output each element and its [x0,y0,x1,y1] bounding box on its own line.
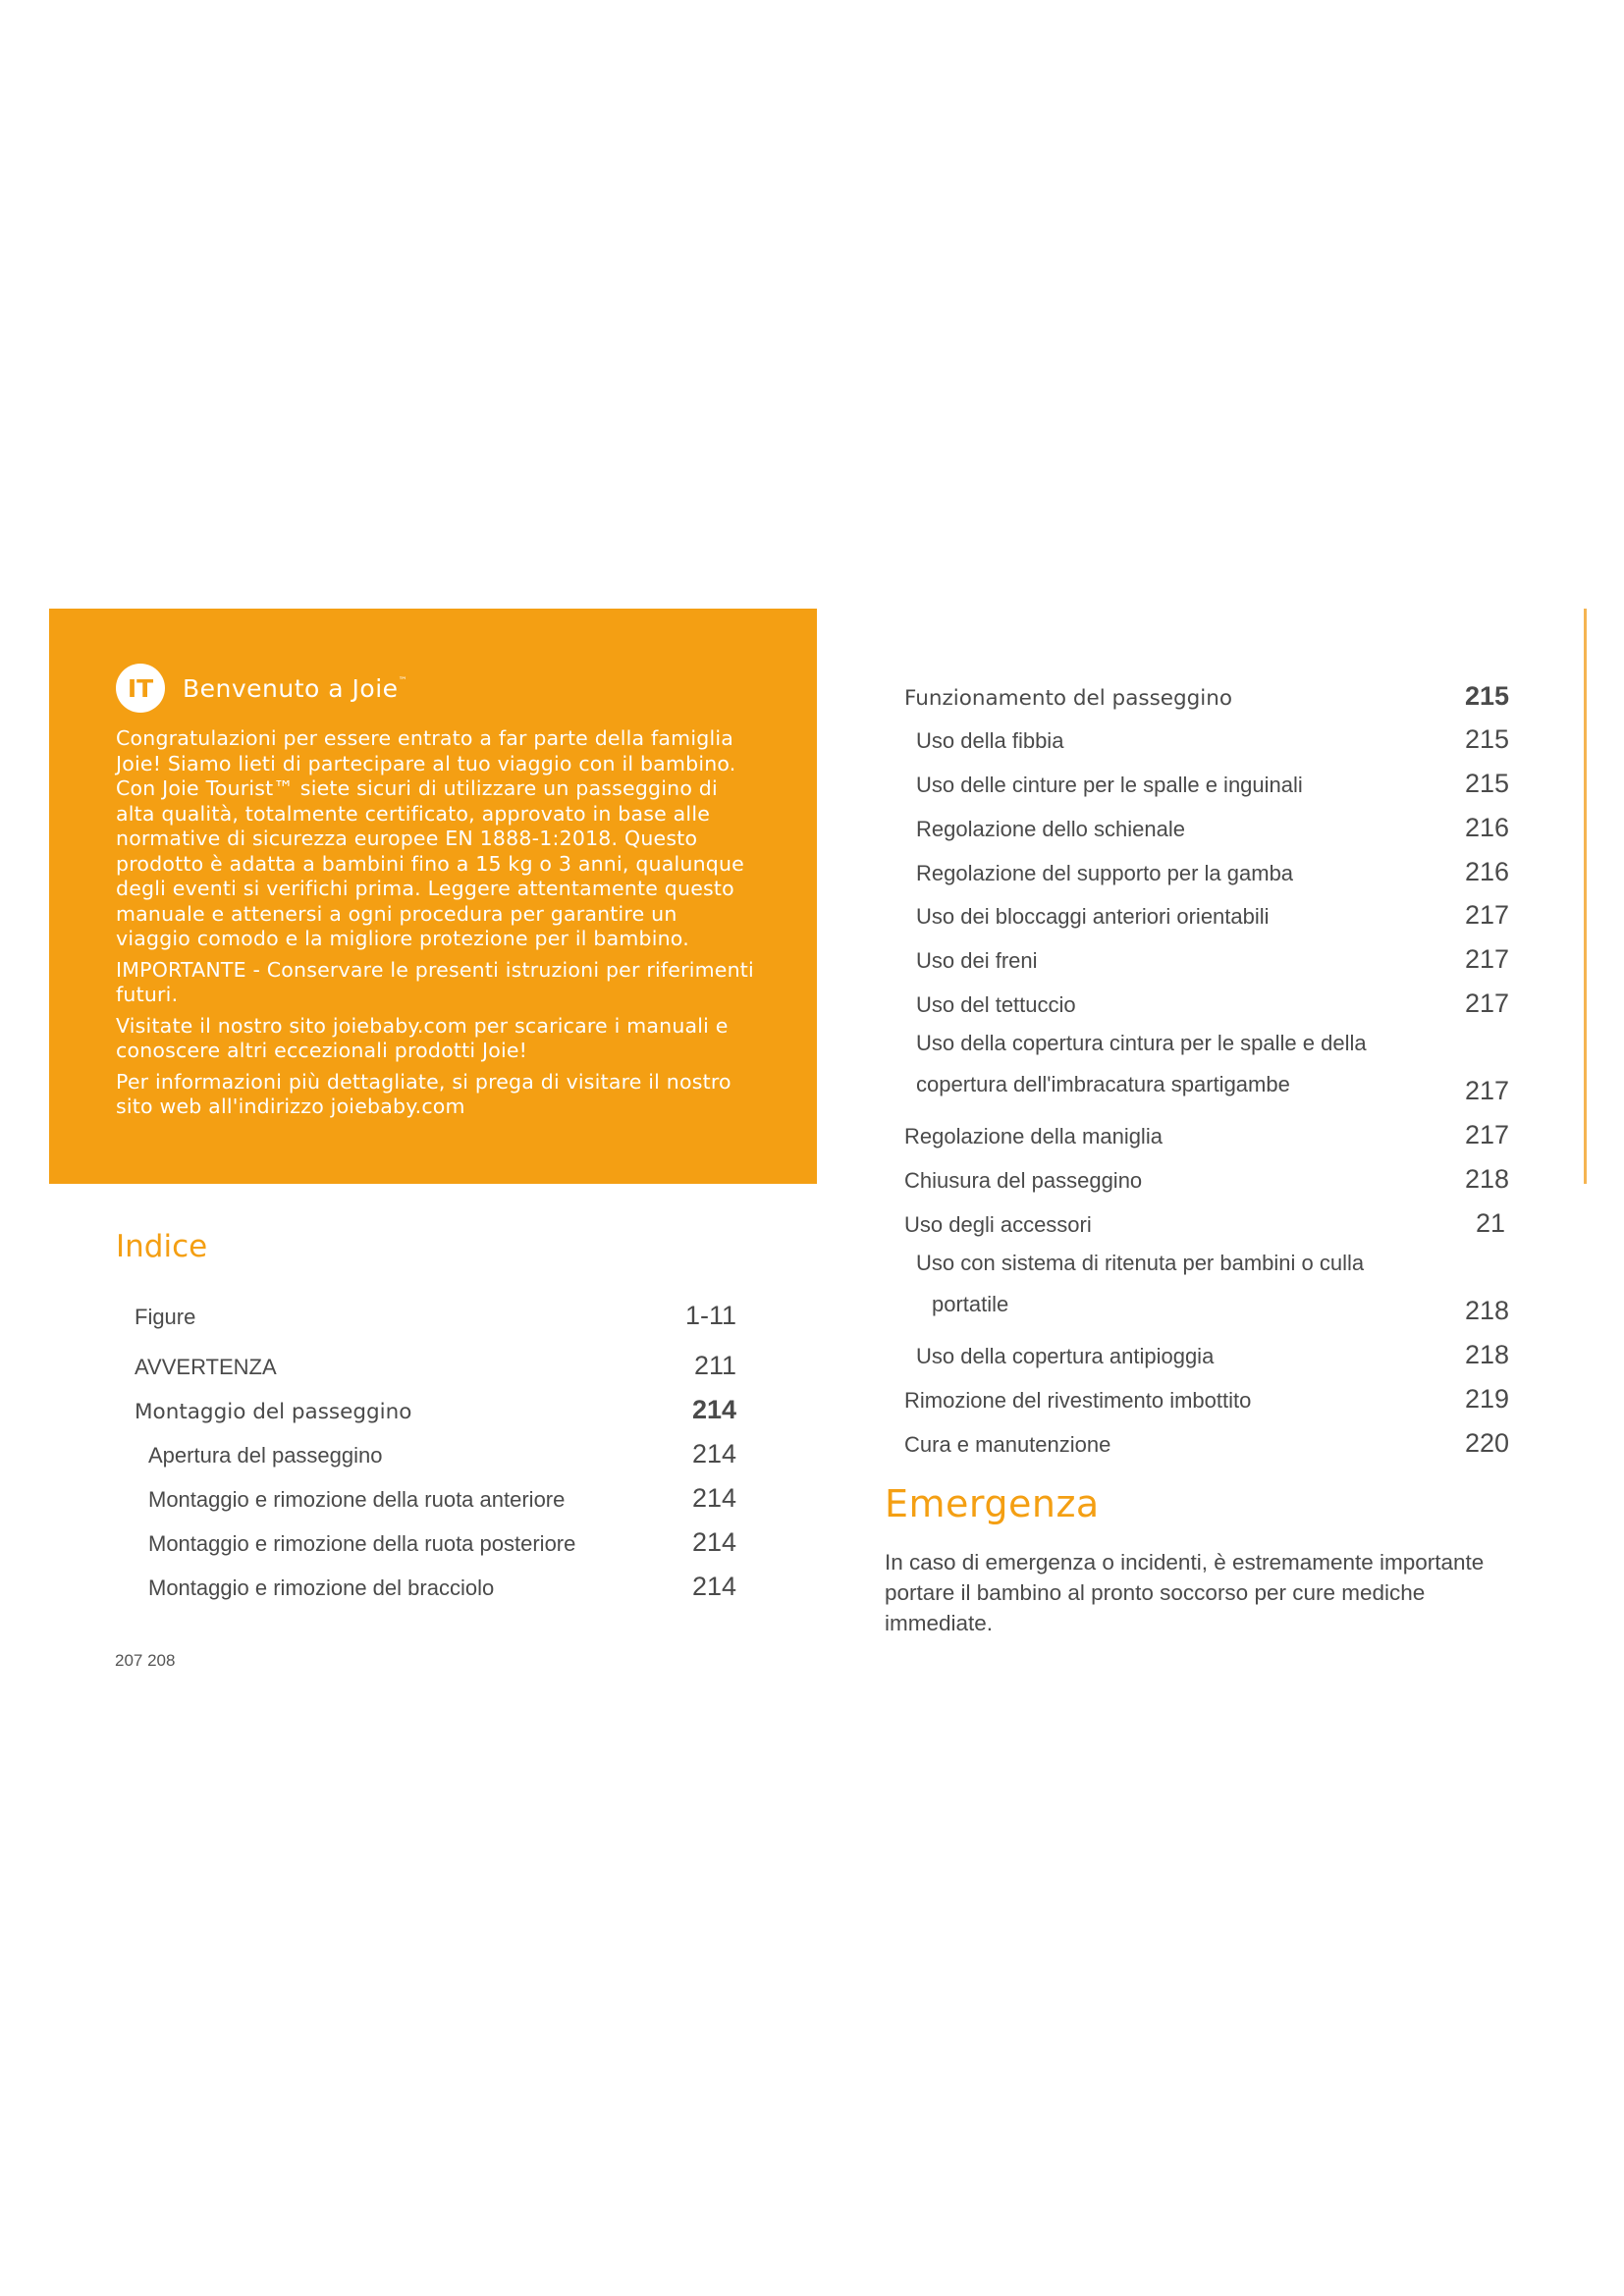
toc-entry-label: Cura e manutenzione [904,1432,1111,1457]
toc-right [886,667,1509,1458]
toc-entry-page: 217 [1464,944,1509,974]
toc-entry-page: 219 [1464,1384,1509,1414]
toc-entry-page: 215 [1464,681,1509,711]
welcome-title-text: Benvenuto a Joie [183,673,399,703]
emergency-heading: Emergenza [885,1482,1100,1525]
language-badge: IT [116,664,165,713]
toc-entry-page: 214 [691,1527,736,1557]
toc-entry-label: Regolazione dello schienale [916,817,1185,841]
toc-entry-label: Regolazione della maniglia [904,1124,1163,1148]
toc-entry-page: 1-11 [684,1301,736,1330]
toc-entry-page: 217 [1464,1120,1509,1149]
toc-entry-page: 211 [693,1351,736,1380]
toc-entry [886,798,1509,842]
toc-entry [116,1424,736,1468]
toc-entry-page: 216 [1464,813,1509,842]
toc-entry-page: 214 [691,1395,736,1424]
toc-entry-label-line2: copertura dell'imbracatura spartigambe [916,1072,1290,1096]
toc-left [116,1281,736,1601]
toc-entry [116,1513,736,1557]
welcome-info-paragraph: Per informazioni più dettagliate, si prega di visitare il nostro sito web all'indirizzo joiebaby.com [116,1069,731,1118]
toc-entry-page: 214 [691,1572,736,1601]
toc-entry [116,1468,736,1513]
toc-entry-label: Apertura del passeggino [148,1443,383,1468]
toc-entry-label: Funzionamento del passeggino [904,686,1233,711]
toc-entry-label: Chiusura del passeggino [904,1168,1143,1193]
toc-entry-label: Montaggio e rimozione della ruota posteriore [148,1531,576,1556]
toc-entry-label: Rimozione del rivestimento imbottito [904,1388,1252,1413]
toc-entry [886,974,1509,1018]
toc-entry [886,1149,1509,1194]
toc-entry-page: 215 [1464,769,1509,798]
welcome-header [116,664,758,713]
welcome-website-paragraph: Visitate il nostro sito joiebaby.com per scaricare i manuali e conoscere altri eccezionali prodotti Joie! [116,1013,729,1062]
toc-entry-label: AVVERTENZA [135,1355,277,1379]
toc-entry [116,1281,736,1330]
toc-entry-page: 218 [1464,1296,1509,1325]
welcome-intro-paragraph: Congratulazioni per essere entrato a far parte della famiglia Joie! Siamo lieti di partecipare al tuo viaggio con il bambino. Con Joie Tourist™ siete sicuri di utilizzare un passeggino di alta qualità, totalmente certificato, approvato in base alle normative di sicurezza europee EN 1888-1:2018. Questo prodotto è adatta a bambini fino a 15 kg o 3 anni, qualunque degli eventi si verifichi prima. Leggere attentamente questo manuale e attenersi a ogni procedura per garantire un viaggio comodo e la migliore protezione per il bambino. [116,726,744,950]
toc-entry-page: 217 [1464,1076,1509,1105]
welcome-box [49,609,817,1184]
toc-entry-label: Figure [135,1305,196,1329]
toc-entry [886,842,1509,886]
toc-entry [886,667,1509,711]
toc-entry [116,1330,736,1380]
toc-entry-label [886,1243,1364,1325]
toc-entry-label: Uso della copertura antipioggia [916,1344,1215,1368]
toc-entry [886,1105,1509,1149]
toc-entry [116,1557,736,1601]
toc-entry [886,1325,1509,1369]
toc-entry [886,711,1509,754]
toc-entry-label: Uso dei bloccaggi anteriori orientabili [916,904,1270,929]
toc-entry-page: 217 [1464,988,1509,1018]
toc-entry [886,886,1509,930]
toc-entry-label-line1: Uso con sistema di ritenuta per bambini o culla [916,1251,1365,1275]
toc-entry-label: Uso della fibbia [916,728,1064,753]
index-heading: Indice [116,1229,208,1264]
toc-entry-page: 214 [691,1439,736,1468]
toc-entry-label: Uso dei freni [916,948,1038,973]
trademark-mark: ™ [398,675,408,686]
toc-entry-page: 214 [691,1483,736,1513]
side-divider [1584,609,1587,1184]
toc-entry-label: Montaggio del passeggino [135,1400,412,1424]
toc-entry-page: 217 [1464,900,1509,930]
toc-entry [886,1194,1509,1238]
welcome-title [183,674,407,703]
toc-entry [886,1238,1509,1325]
page-numbers: 207 208 [115,1651,176,1670]
toc-entry-label-line1: Uso della copertura cintura per le spalle e della [916,1031,1367,1055]
toc-entry [886,1414,1509,1458]
toc-entry-page: 215 [1464,724,1509,754]
toc-entry-page: 216 [1464,857,1509,886]
toc-entry-label: Uso del tettuccio [916,992,1076,1017]
toc-entry [886,754,1509,798]
toc-entry-label: Regolazione del supporto per la gamba [916,861,1294,885]
toc-entry-label [899,1023,1367,1105]
welcome-important-paragraph: IMPORTANTE - Conservare le presenti istruzioni per riferimenti futuri. [116,957,754,1006]
toc-entry-page: 21 [1475,1208,1505,1238]
toc-entry [886,930,1509,974]
toc-entry-label: Uso delle cinture per le spalle e inguinali [916,773,1303,797]
toc-entry [886,1369,1509,1414]
toc-entry-page: 218 [1464,1164,1509,1194]
toc-entry-page: 220 [1464,1428,1509,1458]
toc-entry-label: Montaggio e rimozione del bracciolo [148,1575,495,1600]
emergency-text: In caso di emergenza o incidenti, è estremamente importante portare il bambino al pronto soccorso per cure mediche immediate. [885,1550,1485,1635]
toc-entry [116,1380,736,1424]
toc-entry-label: Montaggio e rimozione della ruota anteriore [148,1487,566,1512]
toc-entry-label-line2: portatile [932,1292,1009,1316]
toc-entry-label: Uso degli accessori [904,1212,1092,1237]
toc-entry-page: 218 [1464,1340,1509,1369]
toc-entry [886,1018,1509,1105]
